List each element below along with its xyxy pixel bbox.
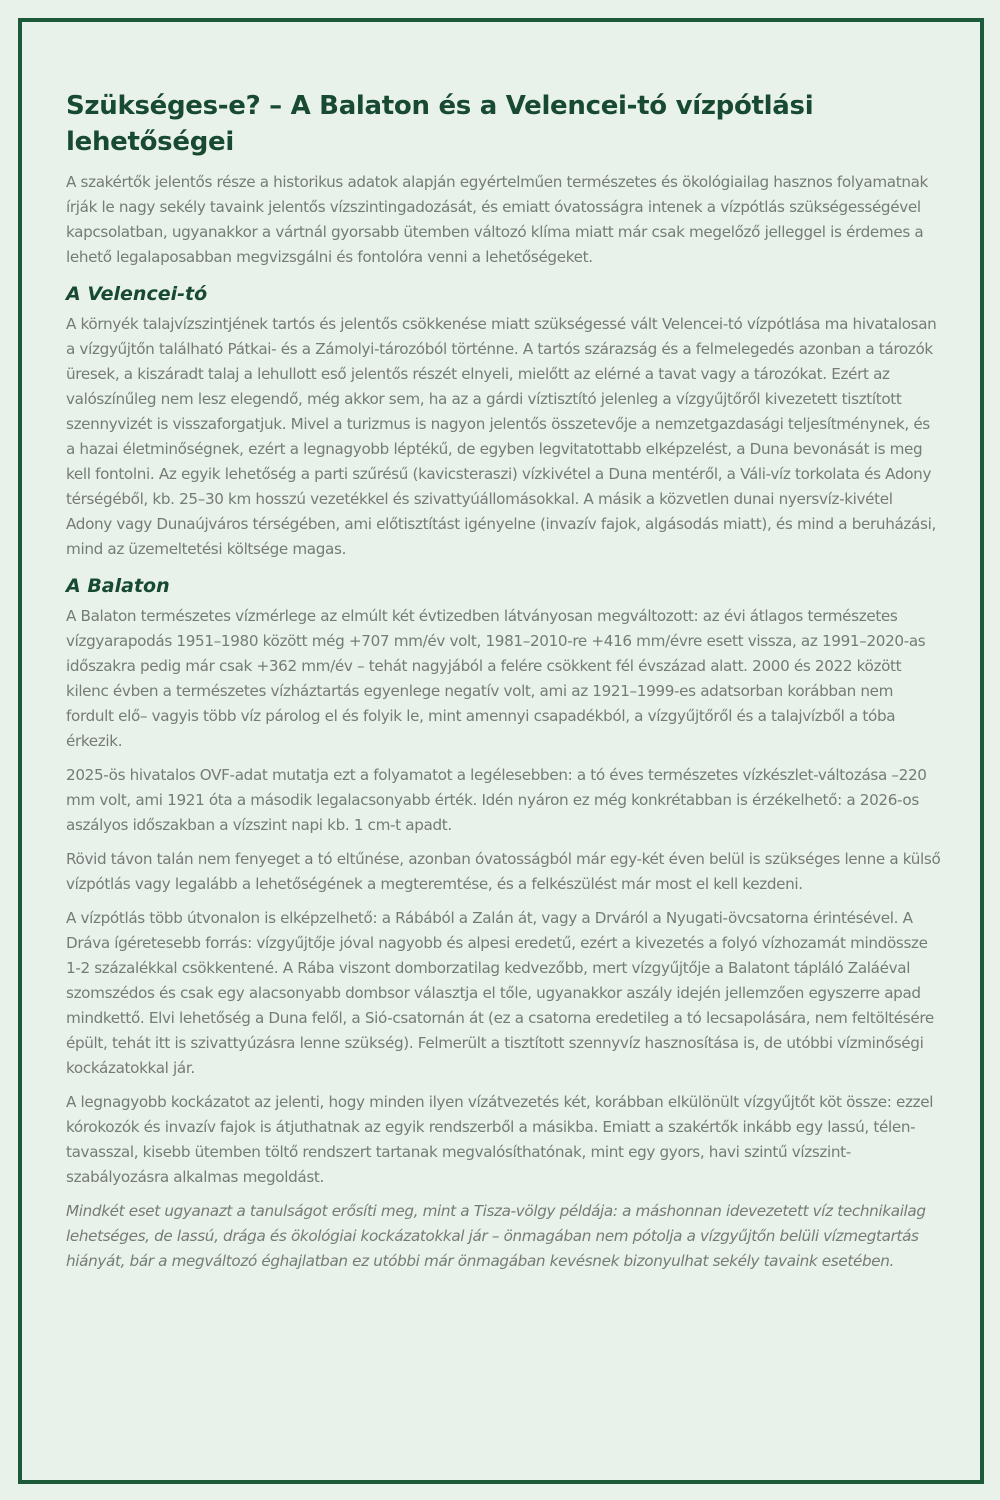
article-body <box>66 88 941 1283</box>
conclusion-paragraph: Mindkét eset ugyanazt a tanulságot erősíti meg, mint a Tisza-völgy példája: a máshonnan idevezetett víz technikailag lehetséges, de lassú, drága és ökológiai kockázatokkal jár – önmagában nem pótolja a vízgyűjtőn belüli vízmegtartás hiányát, bár a megváltozó éghajlatban ez utóbbi már önmagában kevésnek bizonyulhat sekély tavaink esetében. <box>66 1202 926 1270</box>
page-title: Szükséges-e? – A Balaton és a Velencei-tó vízpótlási lehetőségei <box>66 91 814 157</box>
article-frame <box>18 18 984 1484</box>
balaton-paragraph-3: Rövid távon talán nem fenyeget a tó eltűnése, azonban óvatosságból már egy-két éven belül is szükséges lenne a külső vízpótlás vagy legalább a lehetőségének a megteremtése, és a felkészülést már most el kell kezdeni. <box>66 850 941 893</box>
velence-paragraph: A környék talajvízszintjének tartós és jelentős csökkenése miatt szükségessé vált Velencei-tó vízpótlása ma hivatalosan a vízgyűjtőn található Pátkai- és a Zámolyi-tározóból történne. A tartós szárazság és a felmelegedés azonban a tározók üresek, a kiszáradt talaj a lehullott eső jelentős részét elnyeli, mielőtt az elérné a tavat vagy a tározókat. Ezért az valószínűleg nem lesz elegendő, még akkor sem, ha az a gárdi víztisztító jelenleg a vízgyűjtőről kivezetett tisztított szennyvizét is visszaforgatjuk. Mivel a turizmus is nagyon jelentős összetevője a nemzetgazdasági teljesítménynek, és a hazai életminőségnek, ezért a legnagyobb léptékű, de egyben legvitatottabb elképzelést, a Duna bevonását is meg kell fontolni. Az egyik lehetőség a parti szűrésű (kavicsteraszi) vízkivétel a Duna mentéről, a Váli-víz torkolata és Adony térségéből, kb. 25–30 km hosszú vezetékkel és szivattyúállomásokkal. A másik a közvetlen dunai nyersvíz-kivétel Adony vagy Dunaújváros térségében, ami előtisztítást igényelne (invazív fajok, algásodás miatt), és mind a beruházási, mind az üzemeltetési költsége magas. <box>66 315 937 558</box>
section-heading-velence: A Velencei-tó <box>66 283 208 305</box>
balaton-paragraph-5: A legnagyobb kockázatot az jelenti, hogy minden ilyen vízátvezetés két, korábban elkülönült vízgyűjtőt köt össze: ezzel kórokozók és invazív fajok is átjuthatnak az egyik rendszerből a másikba. Emiatt a szakértők inkább egy lassú, télen-tavasszal, kisebb ütemben töltő rendszert tartanak megvalósíthatónak, mint egy gyors, havi szintű vízszint-szabályozásra alkalmas megoldást. <box>66 1093 934 1186</box>
section-heading-balaton: A Balaton <box>66 575 170 597</box>
balaton-paragraph-4: A vízpótlás több útvonalon is elképzelhető: a Rábából a Zalán át, vagy a Drváról a Nyugati-övcsatorna érintésével. A Dráva ígéretesebb forrás: vízgyűjtője jóval nagyobb és alpesi eredetű, ezért a kivezetés a folyó vízhozamát mindössze 1-2 százalékkal csökkentené. A Rába viszont domborzatilag kedvezőbb, mert vízgyűjtője a Balatont tápláló Zaláéval szomszédos és csak egy alacsonyabb dombsor választja el tőle, ugyanakkor aszály idején jellemzően egyszerre apad mindkettő. Elvi lehetőség a Duna felől, a Sió-csatornán át (ez a csatorna eredetileg a tó lecsapolására, nem feltöltésére épült, tehát itt is szivattyúzásra lenne szükség). Felmerült a tisztított szennyvíz hasznosítása is, de utóbbi vízminőségi kockázatokkal jár. <box>66 909 934 1077</box>
balaton-paragraph-2: 2025-ös hivatalos OVF-adat mutatja ezt a folyamatot a legélesebben: a tó éves természetes vízkészlet-változása –220 mm volt, ami 1921 óta a második legalacsonyabb érték. Idén nyáron ez még konkrétabban is érzékelhető: a 2026-os aszályos időszakban a vízszint napi kb. 1 cm-t apadt. <box>66 766 927 834</box>
balaton-paragraph-1: A Balaton természetes vízmérlege az elmúlt két évtizedben látványosan megváltozott: az évi átlagos természetes vízgyarapodás 1951–1980 között még +707 mm/év volt, 1981–2010-re +416 mm/évre esett vissza, az 1991–2020-as időszakra pedig már csak +362 mm/év – tehát nagyjából a felére csökkent fél évszázad alatt. 2000 és 2022 között kilenc évben a természetes vízháztartás egyenlege negatív volt, ami az 1921–1999-es adatsorban korábban nem fordult elő– vagyis több víz párolog el és folyik le, mint amennyi csapadékból, a vízgyűjtőről és a talajvízből a tóba érkezik. <box>66 607 926 750</box>
intro-paragraph: A szakértők jelentős része a historikus adatok alapján egyértelműen természetes és ökológiailag hasznos folyamatnak írják le nagy sekély tavaink jelentős vízszintingadozását, és emiatt óvatosságra intenek a vízpótlás szükségességével kapcsolatban, ugyanakkor a vártnál gyorsabb ütemben változó klíma miatt már csak megelőző jelleggel is érdemes a lehető legalaposabban megvizsgálni és fontolóra venni a lehetőségeket. <box>66 173 928 266</box>
